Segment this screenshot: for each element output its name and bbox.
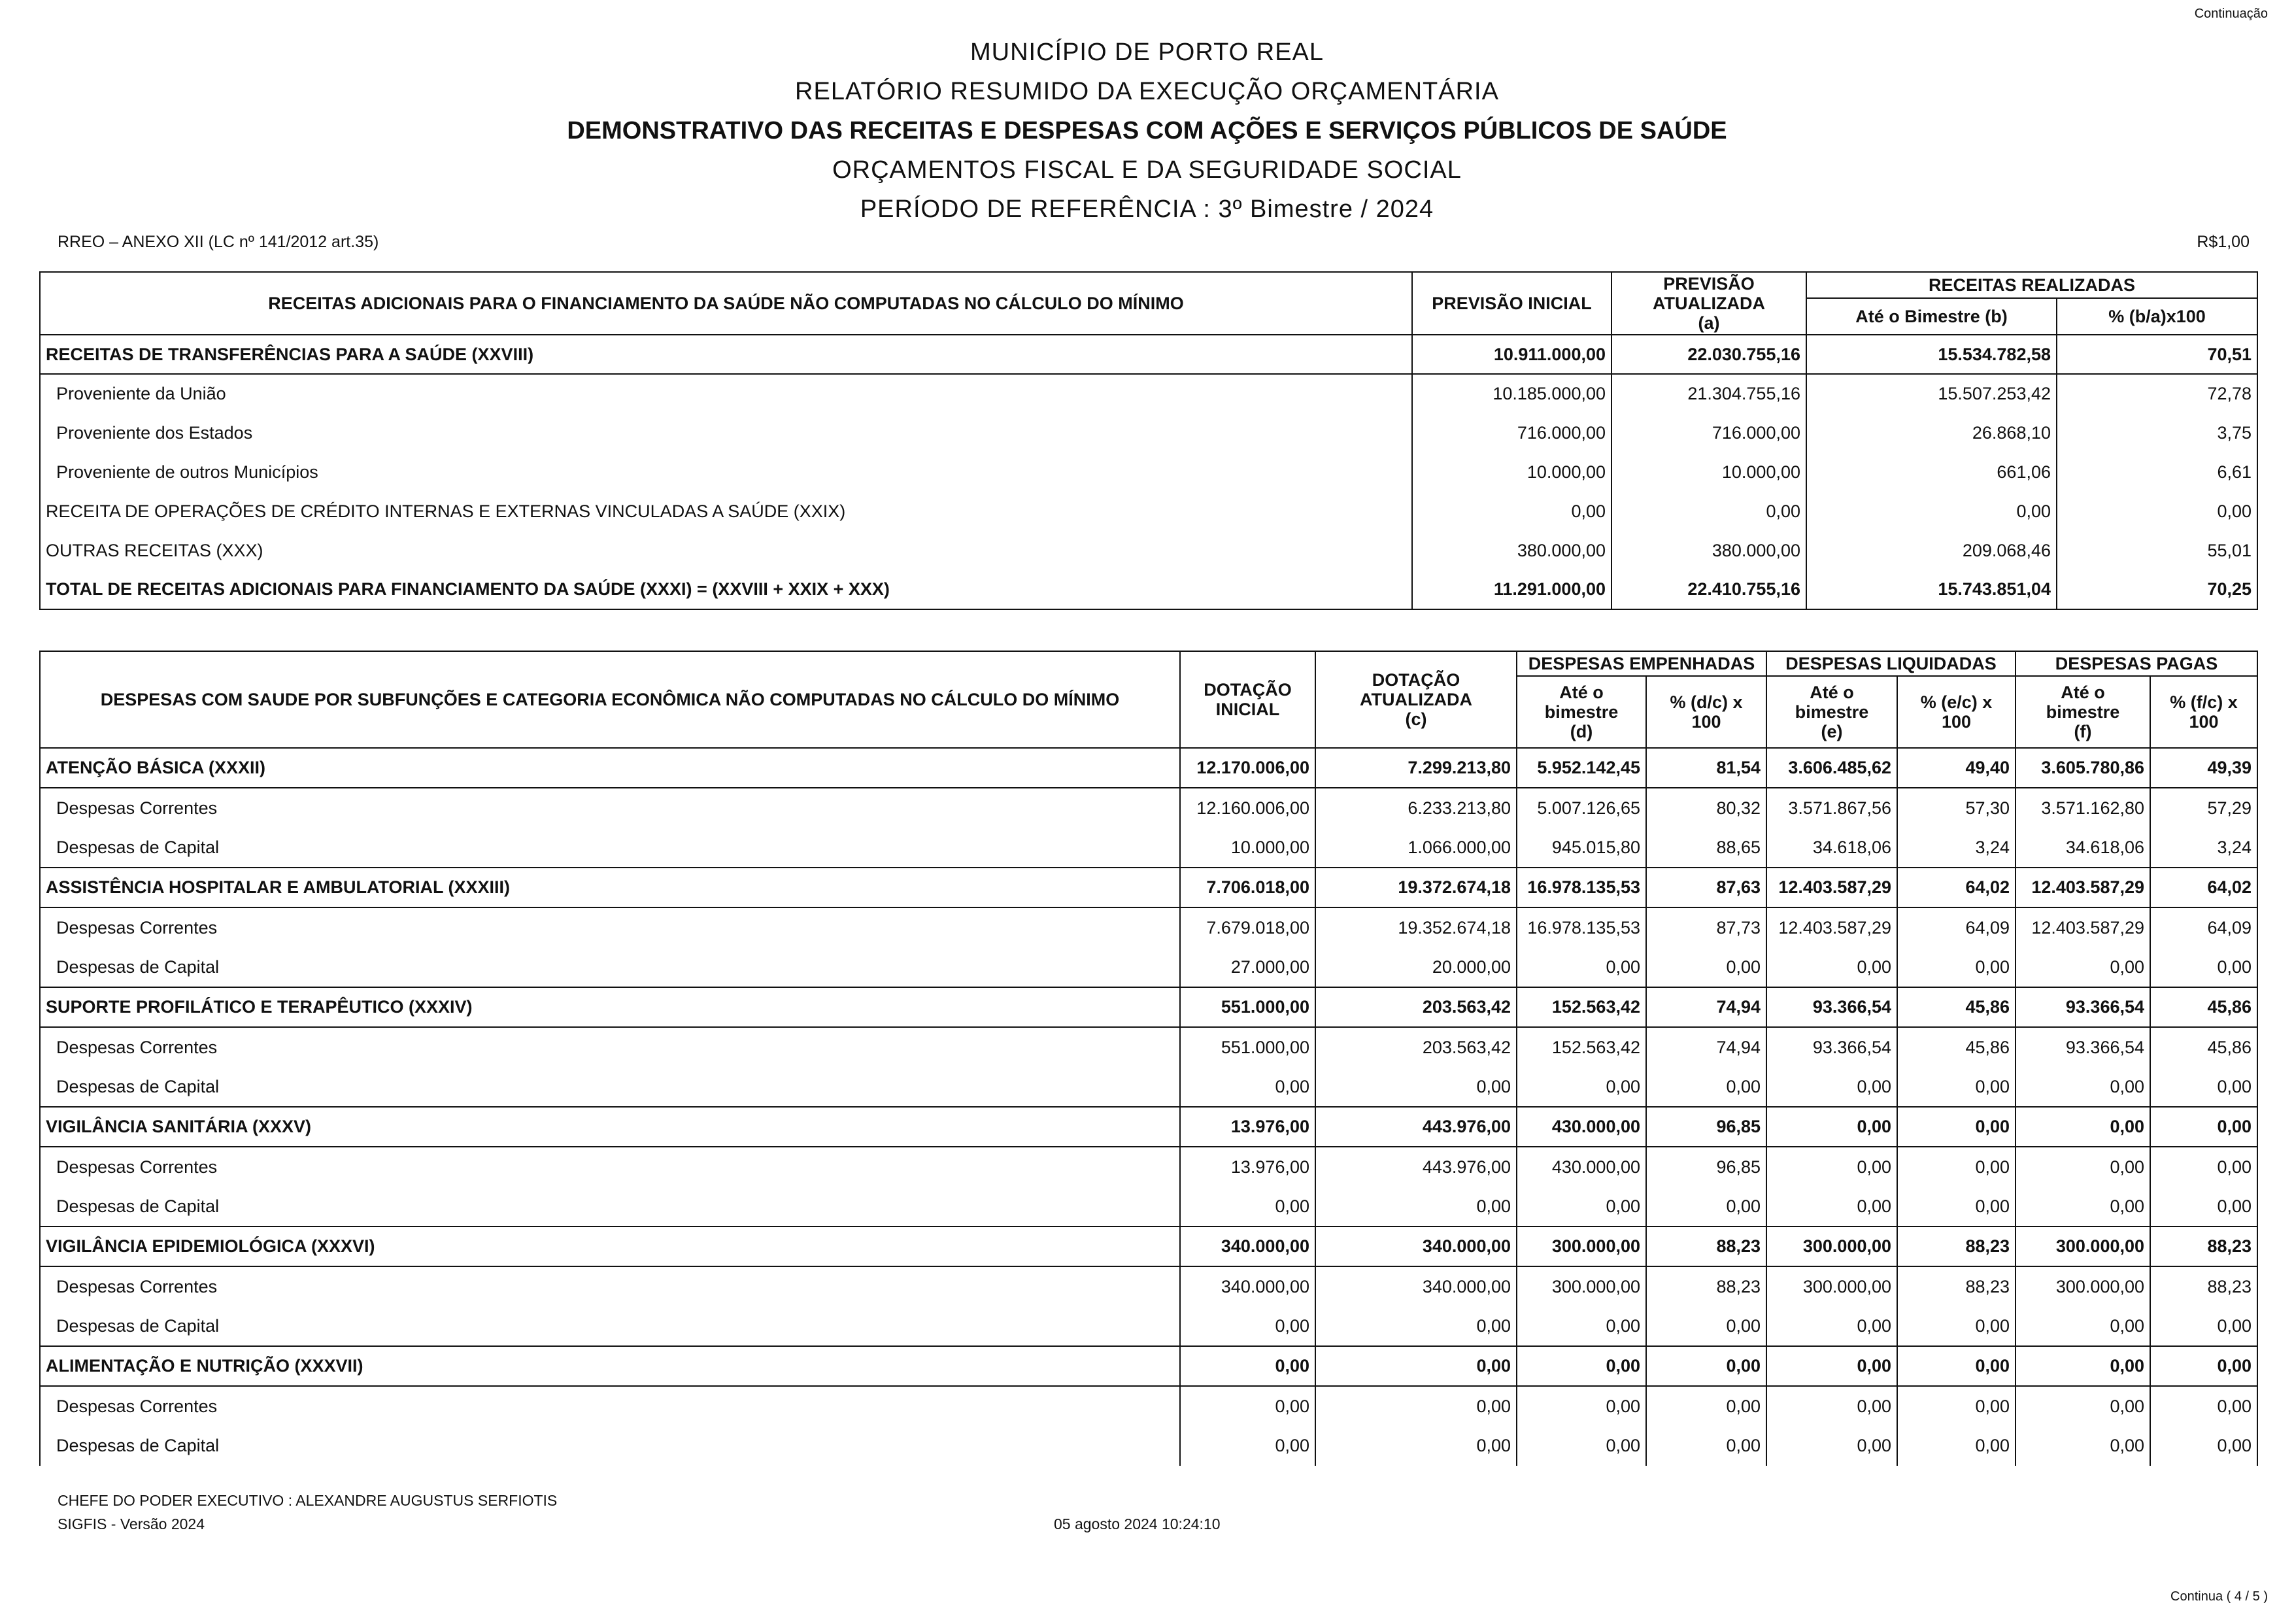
row-value-3: 74,94 (1646, 1027, 1766, 1067)
row-value-0: 551.000,00 (1180, 1027, 1315, 1067)
row-label: VIGILÂNCIA SANITÁRIA (XXXV) (40, 1107, 1180, 1147)
row-value-1: 0,00 (1315, 1187, 1517, 1226)
prev-atualizada-line1: PREVISÃO (1663, 274, 1755, 294)
row-value-4: 0,00 (1766, 1346, 1897, 1386)
row-value-5: 0,00 (1897, 1386, 2016, 1426)
row-value-1: 20.000,00 (1315, 947, 1517, 987)
row-value-1: 203.563,42 (1315, 987, 1517, 1027)
table-row (40, 335, 2257, 374)
row-value-3: 74,94 (1646, 987, 1766, 1027)
row-value-3: 0,00 (1646, 947, 1766, 987)
row-label: Despesas Correntes (56, 1157, 218, 1177)
row-value-2: 0,00 (1517, 1426, 1646, 1466)
group-row (40, 868, 2257, 907)
table-row (40, 1027, 2257, 1067)
table-row (40, 413, 2257, 452)
row-value-5: 0,00 (1897, 947, 2016, 987)
system-version: SIGFIS - Versão 2024 (58, 1515, 205, 1532)
row-value-2: 16.978.135,53 (1517, 868, 1646, 907)
row-value-2: 152.563,42 (1517, 987, 1646, 1027)
row-value-v4: 70,51 (2057, 335, 2257, 374)
row-value-5: 64,09 (1897, 907, 2016, 947)
row-value-3: 87,73 (1646, 907, 1766, 947)
row-value-v1: 11.291.000,00 (1412, 570, 1611, 609)
row-value-3: 0,00 (1646, 1306, 1766, 1346)
ate-line1-d: Até o (1559, 683, 1604, 702)
row-value-1: 7.299.213,80 (1315, 748, 1517, 788)
row-value-7: 88,23 (2150, 1266, 2257, 1306)
table-row (40, 947, 2257, 987)
row-value-0: 0,00 (1180, 1346, 1315, 1386)
row-value-v3: 15.534.782,58 (1806, 335, 2057, 374)
row-value-2: 945.015,80 (1517, 828, 1646, 868)
empenhadas-header: DESPESAS EMPENHADAS (1517, 651, 1766, 676)
row-value-v3: 26.868,10 (1806, 413, 2057, 452)
row-value-6: 0,00 (2016, 1107, 2150, 1147)
row-value-1: 0,00 (1315, 1067, 1517, 1107)
row-value-5: 88,23 (1897, 1226, 2016, 1266)
row-value-7: 0,00 (2150, 1426, 2257, 1466)
row-value-0: 13.976,00 (1180, 1107, 1315, 1147)
row-value-0: 0,00 (1180, 1067, 1315, 1107)
group-row (40, 748, 2257, 788)
row-value-7: 0,00 (2150, 1147, 2257, 1187)
row-value-1: 0,00 (1315, 1346, 1517, 1386)
pct-e-line2: 100 (1941, 712, 1972, 732)
row-value-4: 0,00 (1766, 1147, 1897, 1187)
row-label: Proveniente de outros Municípios (56, 462, 318, 482)
row-value-v1: 380.000,00 (1412, 531, 1611, 570)
row-label: Despesas Correntes (56, 1396, 218, 1416)
table-row (40, 1266, 2257, 1306)
row-value-1: 6.233.213,80 (1315, 788, 1517, 828)
ate-line3-f: (f) (2074, 722, 2092, 741)
row-value-1: 0,00 (1315, 1386, 1517, 1426)
prev-atualizada-line3: (a) (1698, 313, 1720, 333)
row-value-5: 0,00 (1897, 1067, 2016, 1107)
pagas-header: DESPESAS PAGAS (2016, 651, 2257, 676)
row-value-7: 0,00 (2150, 1187, 2257, 1226)
ate-line2-e: bimestre (1795, 702, 1869, 722)
row-value-3: 88,23 (1646, 1266, 1766, 1306)
row-value-7: 0,00 (2150, 1346, 2257, 1386)
statement-title: DEMONSTRATIVO DAS RECEITAS E DESPESAS COM AÇÕES E SERVIÇOS PÚBLICOS DE SAÚDE (567, 117, 1727, 144)
liquidadas-header: DESPESAS LIQUIDADAS (1766, 651, 2016, 676)
row-value-3: 0,00 (1646, 1386, 1766, 1426)
empenhadas-pct-header (1646, 676, 1766, 748)
row-label: Despesas de Capital (56, 1076, 220, 1096)
row-value-7: 45,86 (2150, 987, 2257, 1027)
prev-atualizada-line2: ATUALIZADA (1653, 294, 1765, 313)
currency-unit: R$1,00 (2197, 233, 2250, 251)
row-value-6: 0,00 (2016, 1346, 2150, 1386)
row-value-7: 0,00 (2150, 1386, 2257, 1426)
row-label: RECEITA DE OPERAÇÕES DE CRÉDITO INTERNAS E EXTERNAS VINCULADAS A SAÚDE (XXIX) (46, 501, 846, 521)
row-value-1: 19.352.674,18 (1315, 907, 1517, 947)
row-value-1: 340.000,00 (1315, 1266, 1517, 1306)
ate-bimestre-header: Até o Bimestre (b) (1806, 298, 2057, 335)
row-value-6: 300.000,00 (2016, 1226, 2150, 1266)
row-value-v4: 3,75 (2057, 413, 2257, 452)
row-label: RECEITAS DE TRANSFERÊNCIAS PARA A SAÚDE (XXVIII) (40, 335, 1412, 374)
row-value-v3: 15.743.851,04 (1806, 570, 2057, 609)
dotacao-atualizada-line2: ATUALIZADA (1360, 690, 1472, 709)
period-title: PERÍODO DE REFERÊNCIA : 3º Bimestre / 2024 (860, 195, 1434, 223)
expense-desc-header: DESPESAS COM SAUDE POR SUBFUNÇÕES E CATEGORIA ECONÔMICA NÃO COMPUTADAS NO CÁLCULO DO MÍNIMO (40, 651, 1180, 748)
row-value-6: 0,00 (2016, 1306, 2150, 1346)
ate-line2-f: bimestre (2046, 702, 2120, 722)
row-value-6: 3.605.780,86 (2016, 748, 2150, 788)
table-row (40, 788, 2257, 828)
row-value-5: 0,00 (1897, 1107, 2016, 1147)
row-value-v1: 0,00 (1412, 492, 1611, 531)
row-value-2: 5.007.126,65 (1517, 788, 1646, 828)
row-value-7: 0,00 (2150, 1067, 2257, 1107)
row-label: ALIMENTAÇÃO E NUTRIÇÃO (XXXVII) (40, 1346, 1180, 1386)
row-label: Despesas de Capital (56, 1196, 220, 1216)
row-value-4: 12.403.587,29 (1766, 868, 1897, 907)
group-row (40, 1346, 2257, 1386)
row-value-v3: 661,06 (1806, 452, 2057, 492)
liquidadas-pct-header (1897, 676, 2016, 748)
row-value-4: 93.366,54 (1766, 1027, 1897, 1067)
row-value-2: 430.000,00 (1517, 1147, 1646, 1187)
row-value-v3: 0,00 (1806, 492, 2057, 531)
row-value-1: 1.066.000,00 (1315, 828, 1517, 868)
row-value-v2: 10.000,00 (1611, 452, 1806, 492)
row-value-6: 0,00 (2016, 947, 2150, 987)
group-row (40, 1107, 2257, 1147)
row-value-0: 12.160.006,00 (1180, 788, 1315, 828)
row-value-6: 0,00 (2016, 1386, 2150, 1426)
row-value-4: 3.606.485,62 (1766, 748, 1897, 788)
table-row (40, 1187, 2257, 1226)
table-row (40, 1147, 2257, 1187)
row-value-5: 0,00 (1897, 1147, 2016, 1187)
row-value-4: 0,00 (1766, 1306, 1897, 1346)
row-value-v2: 22.030.755,16 (1611, 335, 1806, 374)
row-value-0: 340.000,00 (1180, 1266, 1315, 1306)
row-value-1: 0,00 (1315, 1306, 1517, 1346)
row-value-v2: 716.000,00 (1611, 413, 1806, 452)
row-value-5: 49,40 (1897, 748, 2016, 788)
row-value-6: 0,00 (2016, 1147, 2150, 1187)
row-value-0: 0,00 (1180, 1187, 1315, 1226)
table-row (40, 492, 2257, 531)
row-value-v3: 15.507.253,42 (1806, 374, 2057, 413)
pct-e-line1: % (e/c) x (1920, 692, 1993, 712)
row-label: Proveniente dos Estados (56, 422, 253, 443)
row-value-2: 16.978.135,53 (1517, 907, 1646, 947)
row-value-7: 64,02 (2150, 868, 2257, 907)
row-value-v2: 0,00 (1611, 492, 1806, 531)
row-value-0: 0,00 (1180, 1426, 1315, 1466)
group-row (40, 1226, 2257, 1266)
row-value-0: 27.000,00 (1180, 947, 1315, 987)
row-value-6: 34.618,06 (2016, 828, 2150, 868)
dotacao-atualizada-header (1315, 651, 1517, 748)
dotacao-atualizada-line1: DOTAÇÃO (1372, 670, 1460, 690)
row-value-2: 0,00 (1517, 1187, 1646, 1226)
report-title: RELATÓRIO RESUMIDO DA EXECUÇÃO ORÇAMENTÁRIA (795, 78, 1499, 105)
row-value-7: 0,00 (2150, 1107, 2257, 1147)
row-value-0: 7.679.018,00 (1180, 907, 1315, 947)
dotacao-atualizada-line3: (c) (1405, 709, 1427, 729)
page-counter: Continua ( 4 / 5 ) (2170, 1589, 2268, 1604)
row-value-6: 300.000,00 (2016, 1266, 2150, 1306)
row-value-v1: 10.000,00 (1412, 452, 1611, 492)
ate-line1-f: Até o (2061, 683, 2105, 702)
pct-d-line1: % (d/c) x (1670, 692, 1743, 712)
row-value-3: 80,32 (1646, 788, 1766, 828)
pct-f-line1: % (f/c) x (2170, 692, 2238, 712)
row-value-0: 7.706.018,00 (1180, 868, 1315, 907)
row-value-6: 93.366,54 (2016, 1027, 2150, 1067)
row-value-5: 0,00 (1897, 1426, 2016, 1466)
row-value-v1: 10.911.000,00 (1412, 335, 1611, 374)
row-label: SUPORTE PROFILÁTICO E TERAPÊUTICO (XXXIV) (40, 987, 1180, 1027)
row-value-0: 12.170.006,00 (1180, 748, 1315, 788)
row-value-1: 19.372.674,18 (1315, 868, 1517, 907)
table-row (40, 452, 2257, 492)
row-value-1: 203.563,42 (1315, 1027, 1517, 1067)
row-label: Despesas de Capital (56, 837, 220, 857)
table-row (40, 374, 2257, 413)
row-value-4: 0,00 (1766, 1426, 1897, 1466)
row-value-v2: 22.410.755,16 (1611, 570, 1806, 609)
row-value-1: 443.976,00 (1315, 1147, 1517, 1187)
row-value-v4: 72,78 (2057, 374, 2257, 413)
row-value-3: 0,00 (1646, 1067, 1766, 1107)
row-value-7: 64,09 (2150, 907, 2257, 947)
group-row (40, 987, 2257, 1027)
report-header (0, 33, 2294, 229)
row-value-v3: 209.068,46 (1806, 531, 2057, 570)
row-value-v4: 0,00 (2057, 492, 2257, 531)
row-label: ATENÇÃO BÁSICA (XXXII) (40, 748, 1180, 788)
row-value-2: 152.563,42 (1517, 1027, 1646, 1067)
empenhadas-ate-header (1517, 676, 1646, 748)
row-label: OUTRAS RECEITAS (XXX) (46, 540, 263, 560)
row-label: Despesas de Capital (56, 1315, 220, 1336)
row-label: Despesas Correntes (56, 1276, 218, 1296)
ate-line3-d: (d) (1570, 722, 1593, 741)
row-value-5: 3,24 (1897, 828, 2016, 868)
pagas-pct-header (2150, 676, 2257, 748)
dotacao-inicial-header (1180, 651, 1315, 748)
row-value-4: 34.618,06 (1766, 828, 1897, 868)
table-row (40, 1067, 2257, 1107)
row-label: ASSISTÊNCIA HOSPITALAR E AMBULATORIAL (XXXIII) (40, 868, 1180, 907)
row-label: Despesas de Capital (56, 1436, 220, 1455)
row-value-3: 96,85 (1646, 1107, 1766, 1147)
pct-f-line2: 100 (2189, 712, 2219, 732)
row-value-2: 300.000,00 (1517, 1266, 1646, 1306)
row-value-4: 0,00 (1766, 1187, 1897, 1226)
row-value-4: 93.366,54 (1766, 987, 1897, 1027)
row-value-6: 12.403.587,29 (2016, 907, 2150, 947)
row-value-4: 0,00 (1766, 1067, 1897, 1107)
row-value-5: 0,00 (1897, 1346, 2016, 1386)
row-label: TOTAL DE RECEITAS ADICIONAIS PARA FINANCIAMENTO DA SAÚDE (XXXI) = (XXVIII + XXIX + XXX) (46, 579, 890, 599)
row-value-4: 0,00 (1766, 1386, 1897, 1426)
revenue-desc-header: RECEITAS ADICIONAIS PARA O FINANCIAMENTO DA SAÚDE NÃO COMPUTADAS NO CÁLCULO DO MÍNIMO (40, 272, 1412, 335)
row-value-7: 0,00 (2150, 947, 2257, 987)
row-value-0: 340.000,00 (1180, 1226, 1315, 1266)
row-value-6: 0,00 (2016, 1187, 2150, 1226)
annex-reference: RREO – ANEXO XII (LC nº 141/2012 art.35) (58, 233, 379, 251)
row-value-6: 0,00 (2016, 1426, 2150, 1466)
row-value-1: 0,00 (1315, 1426, 1517, 1466)
row-value-7: 0,00 (2150, 1306, 2257, 1346)
row-value-5: 64,02 (1897, 868, 2016, 907)
row-value-2: 0,00 (1517, 1386, 1646, 1426)
pct-d-line2: 100 (1691, 712, 1721, 732)
receitas-realizadas-header: RECEITAS REALIZADAS (1806, 272, 2257, 298)
row-value-2: 0,00 (1517, 1306, 1646, 1346)
table-row (40, 828, 2257, 868)
row-value-1: 443.976,00 (1315, 1107, 1517, 1147)
row-value-v2: 21.304.755,16 (1611, 374, 1806, 413)
liquidadas-ate-header (1766, 676, 1897, 748)
row-value-4: 300.000,00 (1766, 1226, 1897, 1266)
table-row (40, 1426, 2257, 1466)
row-label: VIGILÂNCIA EPIDEMIOLÓGICA (XXXVI) (40, 1226, 1180, 1266)
dotacao-inicial-line2: INICIAL (1215, 700, 1280, 719)
row-value-0: 0,00 (1180, 1386, 1315, 1426)
row-value-7: 49,39 (2150, 748, 2257, 788)
prev-atualizada-header (1611, 272, 1806, 335)
row-value-2: 5.952.142,45 (1517, 748, 1646, 788)
row-value-3: 0,00 (1646, 1187, 1766, 1226)
row-value-7: 45,86 (2150, 1027, 2257, 1067)
dotacao-inicial-line1: DOTAÇÃO (1204, 680, 1292, 700)
row-value-3: 0,00 (1646, 1426, 1766, 1466)
row-value-6: 0,00 (2016, 1067, 2150, 1107)
generation-timestamp: 05 agosto 2024 10:24:10 (1054, 1515, 1221, 1532)
row-value-2: 430.000,00 (1517, 1107, 1646, 1147)
row-value-3: 88,23 (1646, 1226, 1766, 1266)
row-value-4: 0,00 (1766, 1107, 1897, 1147)
row-value-4: 300.000,00 (1766, 1266, 1897, 1306)
row-label: Despesas de Capital (56, 956, 220, 977)
table-row (40, 1306, 2257, 1346)
row-value-3: 88,65 (1646, 828, 1766, 868)
ate-line3-e: (e) (1821, 722, 1843, 741)
municipality-title: MUNICÍPIO DE PORTO REAL (970, 39, 1324, 66)
row-value-0: 10.000,00 (1180, 828, 1315, 868)
row-label: Despesas Correntes (56, 798, 218, 818)
revenue-table (39, 271, 2258, 610)
row-value-6: 93.366,54 (2016, 987, 2150, 1027)
pct-header: % (b/a)x100 (2057, 298, 2257, 335)
row-value-3: 0,00 (1646, 1346, 1766, 1386)
row-value-3: 81,54 (1646, 748, 1766, 788)
continuation-label: Continuação (2194, 7, 2268, 21)
executive-head: CHEFE DO PODER EXECUTIVO : ALEXANDRE AUGUSTUS SERFIOTIS (58, 1492, 558, 1509)
row-value-2: 300.000,00 (1517, 1226, 1646, 1266)
row-value-4: 3.571.867,56 (1766, 788, 1897, 828)
row-value-v1: 716.000,00 (1412, 413, 1611, 452)
table-row (40, 1386, 2257, 1426)
row-value-7: 57,29 (2150, 788, 2257, 828)
row-value-3: 87,63 (1646, 868, 1766, 907)
row-value-0: 0,00 (1180, 1306, 1315, 1346)
row-value-0: 551.000,00 (1180, 987, 1315, 1027)
prev-inicial-header: PREVISÃO INICIAL (1412, 272, 1611, 335)
table-row (40, 531, 2257, 570)
expense-table (39, 651, 2258, 1466)
row-value-6: 12.403.587,29 (2016, 868, 2150, 907)
table-row (40, 907, 2257, 947)
row-value-5: 45,86 (1897, 987, 2016, 1027)
row-value-3: 96,85 (1646, 1147, 1766, 1187)
row-value-v2: 380.000,00 (1611, 531, 1806, 570)
row-value-7: 88,23 (2150, 1226, 2257, 1266)
row-value-6: 3.571.162,80 (2016, 788, 2150, 828)
row-value-4: 0,00 (1766, 947, 1897, 987)
row-value-v4: 6,61 (2057, 452, 2257, 492)
row-value-v4: 55,01 (2057, 531, 2257, 570)
row-value-5: 57,30 (1897, 788, 2016, 828)
ate-line1-e: Até o (1810, 683, 1854, 702)
ate-line2-d: bimestre (1544, 702, 1619, 722)
row-value-2: 0,00 (1517, 947, 1646, 987)
pagas-ate-header (2016, 676, 2150, 748)
row-label: Despesas Correntes (56, 1037, 218, 1057)
row-value-4: 12.403.587,29 (1766, 907, 1897, 947)
table-row (40, 570, 2257, 609)
row-value-2: 0,00 (1517, 1067, 1646, 1107)
row-value-v4: 70,25 (2057, 570, 2257, 609)
row-value-5: 88,23 (1897, 1266, 2016, 1306)
row-value-1: 340.000,00 (1315, 1226, 1517, 1266)
row-value-5: 45,86 (1897, 1027, 2016, 1067)
row-label: Despesas Correntes (56, 917, 218, 938)
row-value-5: 0,00 (1897, 1187, 2016, 1226)
row-value-7: 3,24 (2150, 828, 2257, 868)
row-value-v1: 10.185.000,00 (1412, 374, 1611, 413)
row-label: Proveniente da União (56, 384, 226, 403)
row-value-0: 13.976,00 (1180, 1147, 1315, 1187)
budget-title: ORÇAMENTOS FISCAL E DA SEGURIDADE SOCIAL (832, 156, 1462, 184)
row-value-5: 0,00 (1897, 1306, 2016, 1346)
row-value-2: 0,00 (1517, 1346, 1646, 1386)
